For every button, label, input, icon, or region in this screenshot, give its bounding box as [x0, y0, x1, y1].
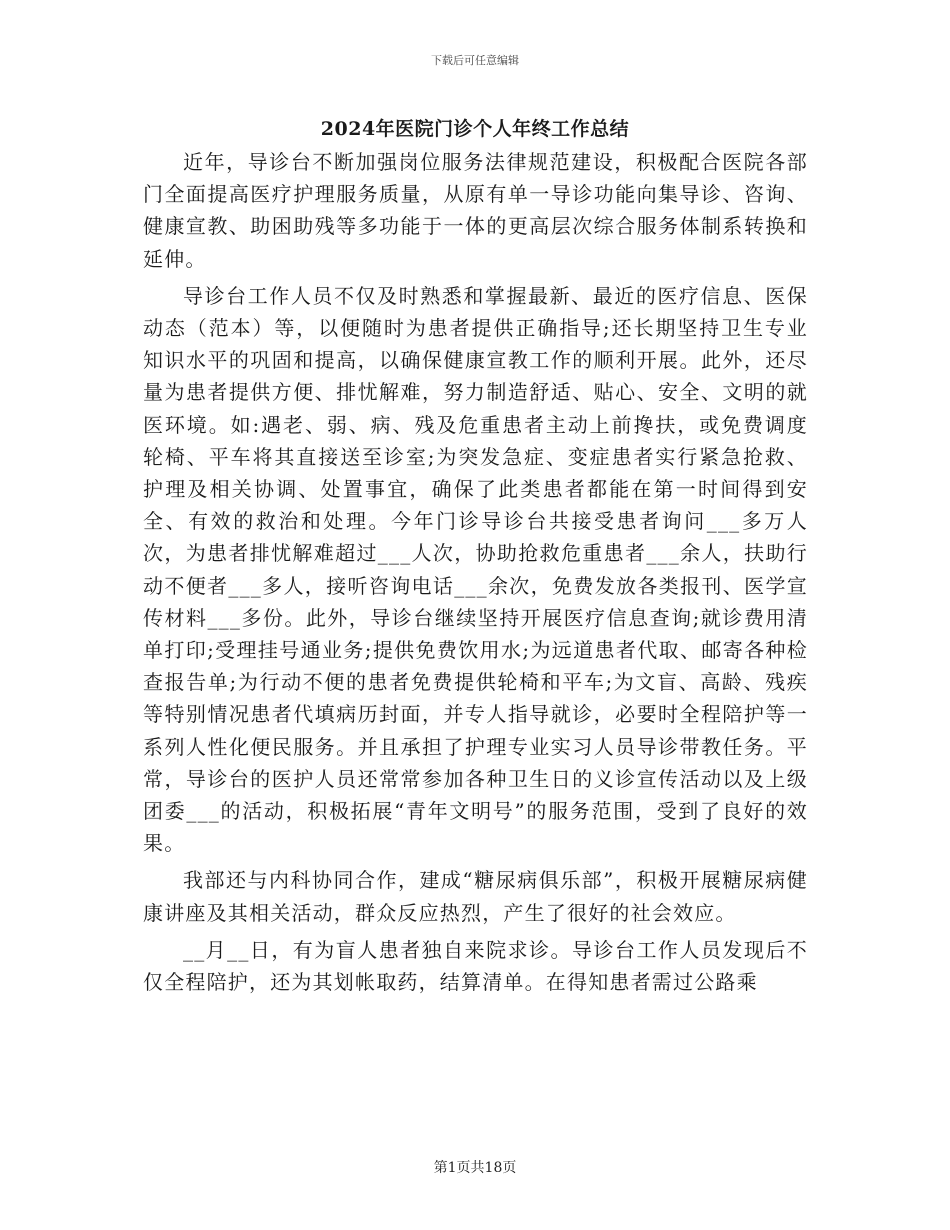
document-body: [143, 146, 808, 1003]
paragraph: __月__日，有为盲人患者独自来院求诊。导诊台工作人员发现后不仅全程陪护，还为其划帐取药，结算清单。在得知患者需过公路乘: [143, 937, 808, 995]
paragraph: 我部还与内科协同合作，建成“糖尿病俱乐部”，积极开展糖尿病健康讲座及其相关活动，群众反应热烈，产生了很好的社会效应。: [143, 868, 808, 925]
paragraph: 导诊台工作人员不仅及时熟悉和掌握最新、最近的医疗信息、医保动态（范本）等，以便随时为患者提供正确指导;还长期坚持卫生专业知识水平的巩固和提高，以确保健康宣教工作的顺利开展。此外，还尽量为患者提供方便、排忧解难，努力制造舒适、贴心、安全、文明的就医环境。如:遇老、弱、病、残及危重患者主动上前搀扶，或免费调度轮椅、平车将其直接送至诊室;为突发急症、变症患者实行紧急抢救、护理及相关协调、处置事宜，确保了此类患者都能在第一时间得到安全、有效的救治和处理。今年门诊导诊台共接受患者询问___多万人次，为患者排忧解难超过___人次，协助抢救危重患者___余人，扶助行动不便者___多人，接听咨询电话___余次，免费发放各类报刊、医学宣传材料___多份。此外，导诊台继续坚持开展医疗信息查询;就诊费用清单打印;受理挂号通业务;提供免费饮用水;为远道患者代取、邮寄各种检查报告单;为行动不便的患者免费提供轮椅和平车;为文盲、高龄、残疾等特别情况患者代填病历封面，并专人指导就诊，必要时全程陪护等一系列人性化便民服务。并且承担了护理专业实习人员导诊带教任务。平常，导诊台的医护人员还常常参加各种卫生日的义诊宣传活动以及上级团委___的活动，积极拓展“青年文明号”的服务范围，受到了良好的效果。: [143, 283, 808, 856]
page-header-note: 下载后可任意编辑: [431, 54, 519, 67]
paragraph: 近年，导诊台不断加强岗位服务法律规范建设，积极配合医院各部门全面提高医疗护理服务质量，从原有单一导诊功能向集导诊、咨询、健康宣教、助困助残等多功能于一体的更高层次综合服务体制系转换和延伸。: [143, 150, 808, 271]
document-title: 2024年医院门诊个人年终工作总结: [320, 118, 630, 140]
page-number: 第1页共18页: [433, 1160, 517, 1176]
